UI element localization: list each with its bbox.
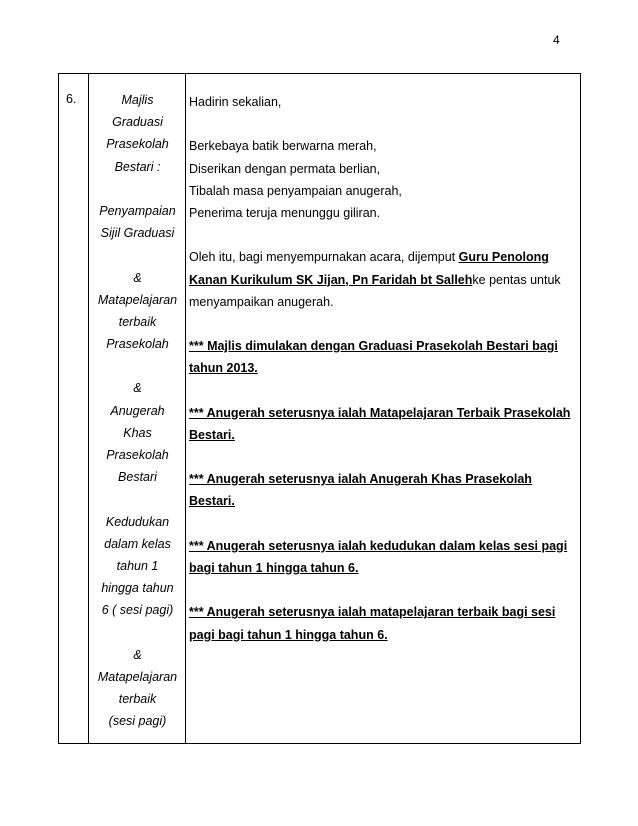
- title-line: [89, 244, 186, 266]
- invite-text: ke pentas untuk: [472, 272, 561, 287]
- invite-text: Oleh itu, bagi menyempurnakan acara, dijemput: [189, 250, 459, 265]
- title-line: (sesi pagi): [108, 714, 167, 729]
- title-line: &: [133, 647, 142, 662]
- section-title: [89, 89, 186, 732]
- title-line: terbaik: [118, 314, 157, 329]
- announcement-line: bagi tahun 1 hingga tahun 6.: [189, 560, 359, 575]
- title-line: Matapelajaran: [97, 292, 178, 307]
- greeting: Hadirin sekalian,: [189, 95, 282, 109]
- invite-line: menyampaikan anugerah.: [189, 294, 334, 309]
- title-line: [89, 488, 186, 510]
- title-line: hingga tahun: [101, 581, 174, 596]
- verse-line: Tibalah masa penyampaian anugerah,: [189, 183, 402, 198]
- invite-line: [189, 246, 574, 268]
- announcement-line: Bestari.: [189, 494, 235, 509]
- title-line: Prasekolah: [106, 337, 169, 352]
- announcement-line: tahun 2013.: [189, 361, 258, 376]
- announcement-line: *** Anugerah seterusnya ialah Matapelajaran Terbaik Prasekolah: [189, 405, 571, 420]
- title-line: Bestari: [118, 470, 157, 485]
- title-line: Matapelajaran: [97, 669, 178, 684]
- title-line: &: [133, 381, 142, 396]
- announcement-line: *** Anugerah seterusnya ialah Anugerah Khas Prasekolah: [189, 472, 532, 487]
- title-line: terbaik: [118, 692, 157, 707]
- announcement-line: *** Anugerah seterusnya ialah matapelajaran terbaik bagi sesi: [189, 605, 556, 620]
- title-line: Sijil Graduasi: [100, 226, 175, 241]
- title-line: Penyampaian: [99, 203, 176, 218]
- title-line: Graduasi: [112, 115, 163, 130]
- title-line: &: [133, 270, 142, 285]
- invitee-name: Guru Penolong: [458, 250, 549, 265]
- title-line: [89, 622, 186, 644]
- announcement-line: Bestari.: [189, 427, 235, 442]
- title-line: Prasekolah: [106, 448, 169, 462]
- verse-line: Diserikan dengan permata berlian,: [189, 161, 381, 176]
- title-line: dalam kelas: [104, 536, 171, 551]
- title-line: Bestari :: [114, 159, 161, 174]
- verse-line: Berkebaya batik berwarna merah,: [189, 139, 377, 154]
- title-line: Majlis: [121, 93, 154, 107]
- verse-line: Penerima teruja menunggu giliran.: [189, 205, 381, 220]
- title-line: Anugerah: [110, 403, 165, 418]
- announcement-line: pagi bagi tahun 1 hingga tahun 6.: [189, 627, 388, 642]
- announcement-line: *** Majlis dimulakan dengan Graduasi Prasekolah Bestari bagi: [189, 339, 558, 354]
- title-line: [89, 355, 186, 377]
- announcement-line: *** Anugerah seterusnya ialah kedudukan dalam kelas sesi pagi: [189, 538, 568, 553]
- title-line: [89, 178, 186, 200]
- title-line: Kedudukan: [105, 514, 170, 529]
- page-number: 4: [553, 33, 560, 47]
- invite-line: [189, 269, 574, 291]
- invitee-name: Kanan Kurikulum SK Jijan, Pn Faridah bt Salleh: [189, 272, 473, 287]
- script-content: [189, 91, 574, 646]
- title-line: 6 ( sesi pagi): [101, 603, 174, 618]
- row-number: 6.: [66, 92, 77, 106]
- title-line: tahun 1: [116, 558, 159, 573]
- title-line: Prasekolah: [106, 137, 169, 152]
- title-line: Khas: [123, 425, 152, 440]
